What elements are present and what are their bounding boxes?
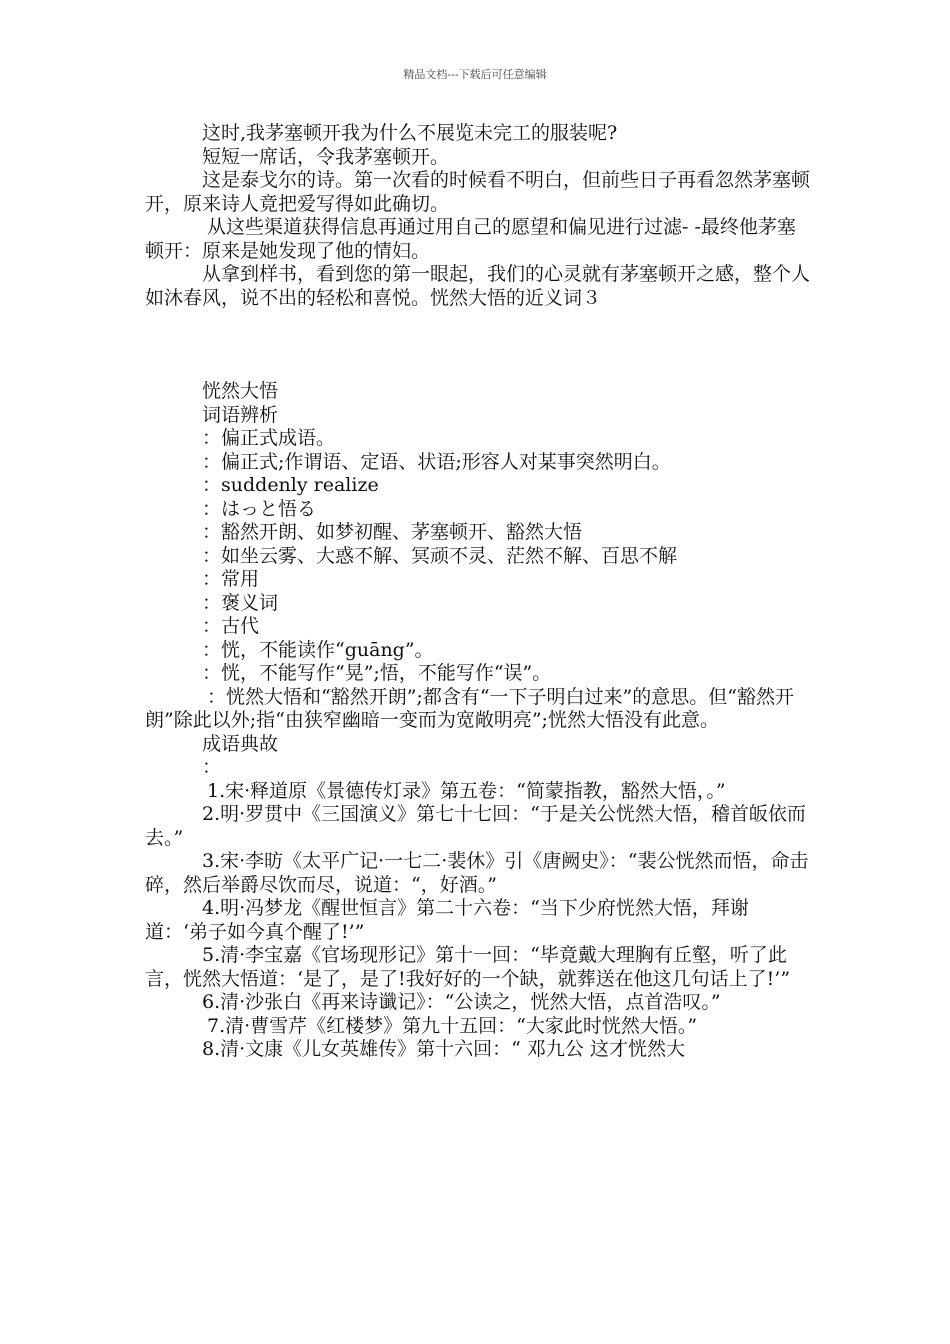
source-item: 4.明·冯梦龙《醒世恒言》第二十六卷：“当下少府恍然大悟，拜谢道：‘弟子如今真个醒了!’”	[145, 897, 749, 943]
source-item: 2.明·罗贯中《三国演义》第七十七回：“于是关公恍然大悟，稽首皈依而去。”	[145, 803, 806, 849]
entry-item: ：偏正式;作谓语、定语、状语;形容人对某事突然明白。	[202, 450, 671, 473]
entry-item: ：豁然开朗、如梦初醒、茅塞顿开、豁然大悟	[202, 521, 583, 543]
source-item: 3.宋·李昉《太平广记·一七二·裴休》引《唐阙史》：“裴公恍然而悟，命击碎，然后举爵尽饮而尽，说道：“，好酒。”	[145, 850, 809, 896]
entry-item: ：恍然大悟和“豁然开朗”;都含有“一下子明白过来”的意思。但“豁然开朗”除此以外;指“由狭窄幽暗一变而为宽敞明亮”;恍然大悟没有此意。	[145, 685, 794, 731]
paragraph: 从这些渠道获得信息再通过用自己的愿望和偏见进行过滤- -最终他茅塞顿开：原来是她发现了他的情妇。	[145, 216, 796, 262]
entry-item: ：偏正式成语。	[202, 427, 336, 449]
source-item: 7.清·曹雪芹《红楼梦》第九十五回：“大家此时恍然大悟。”	[207, 1014, 698, 1037]
entry-item: ：常用	[202, 568, 260, 590]
entry-item: ：褒义词	[202, 591, 279, 614]
section-heading: 词语辨析	[202, 403, 279, 426]
source-item: 5.清·李宝嘉《官场现形记》第十一回：“毕竟戴大理胸有丘壑，听了此言，恍然大悟道：‘是了，是了!我好好的一个缺，就葬送在他这几句话上了!’”	[145, 944, 791, 990]
entry-item: ：恍，不能写作“晃”;悟，不能写作“误”。	[202, 662, 552, 684]
entry-item: ：恍，不能读作“guāng”。	[202, 638, 434, 661]
source-item: 6.清·沙张白《再来诗谶记》：“公读之，恍然大悟，点首浩叹。”	[202, 991, 721, 1013]
paragraph: 这时,我茅塞顿开我为什么不展览未完工的服装呢?	[202, 122, 618, 144]
idiom-title: 恍然大悟	[202, 380, 279, 402]
source-item: 8.清·文康《儿女英雄传》第十六回：“ 邓九公 这才恍然大	[202, 1038, 685, 1060]
paragraph: 短短一席话，令我茅塞顿开。	[202, 145, 450, 168]
spacer	[145, 310, 810, 380]
entry-item: ：古代	[202, 615, 260, 637]
entry-item: ：suddenly realize	[202, 474, 379, 496]
colon-line: ：	[202, 756, 222, 778]
section-heading: 成语典故	[202, 732, 279, 755]
source-item: 1.宋·释道原《景德传灯录》第五卷：“简蒙指教，豁然大悟，。”	[207, 779, 726, 802]
paragraph: 这是泰戈尔的诗。第一次看的时候看不明白，但前些日子再看忽然茅塞顿开，原来诗人竟把爱写得如此确切。	[145, 169, 811, 215]
entry-item: ：如坐云雾、大惑不解、冥顽不灵、茫然不解、百思不解	[202, 544, 678, 567]
page-header: 精品文档---下载后可任意编辑	[403, 68, 547, 81]
entry-item: ：はっと悟る	[202, 497, 317, 520]
document-body	[145, 122, 810, 1062]
paragraph: 从拿到样书，看到您的第一眼起，我们的心灵就有茅塞顿开之感，整个人如沐春风，说不出的轻松和喜悦。恍然大悟的近义词３	[145, 263, 811, 309]
